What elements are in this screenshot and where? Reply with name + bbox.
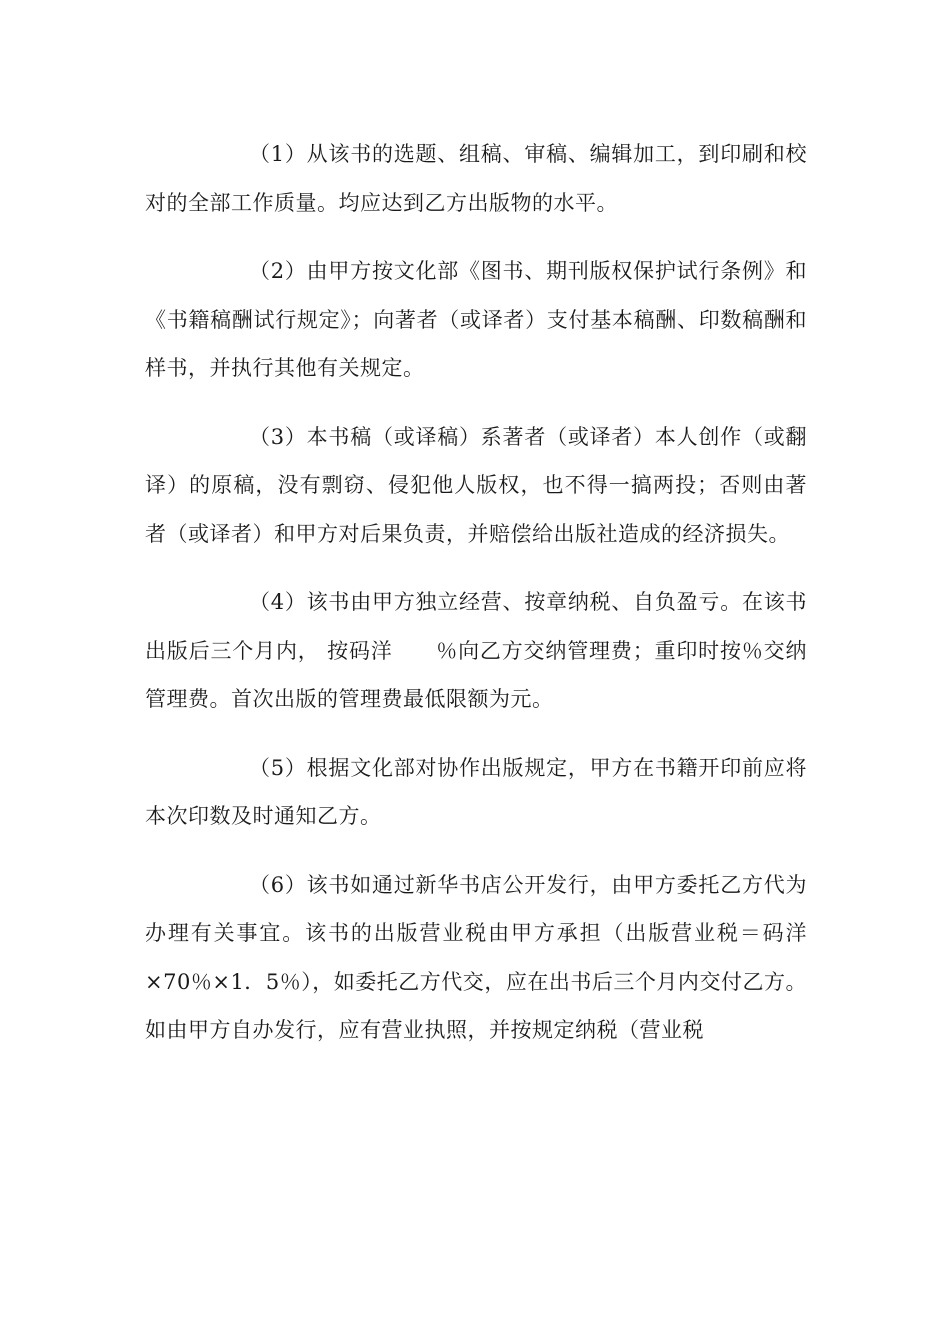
clause-6: （6）该书如通过新华书店公开发行，由甲方委托乙方代为办理有关事宜。该书的出版营业税由甲方承担（出版营业税＝码洋×70％×1．5％），如委托乙方代交，应在出书后三个月内交付乙方。如由甲方自办发行，应有营业执照，并按规定纳税（营业税 [145, 872, 807, 1042]
clause-2: （2）由甲方按文化部《图书、期刊版权保护试行条例》和《书籍稿酬试行规定》；向著者（或译者）支付基本稿酬、印数稿酬和样书，并执行其他有关规定。 [145, 259, 807, 380]
clause-5: （5）根据文化部对协作出版规定，甲方在书籍开印前应将本次印数及时通知乙方。 [145, 755, 807, 828]
clause-1: （1）从该书的选题、组稿、审稿、编辑加工，到印刷和校对的全部工作质量。均应达到乙方出版物的水平。 [145, 142, 807, 215]
document-body [145, 130, 807, 1075]
clause-4: （4）该书由甲方独立经营、按章纳税、自负盈亏。在该书出版后三个月内， 按码洋 ％向乙方交纳管理费；重印时按％交纳管理费。首次出版的管理费最低限额为元。 [145, 590, 807, 711]
clause-3: （3）本书稿（或译稿）系著者（或译者）本人创作（或翻译）的原稿，没有剽窃、侵犯他人版权，也不得一搞两投；否则由著者（或译者）和甲方对后果负责，并赔偿给出版社造成的经济损失。 [145, 424, 807, 546]
